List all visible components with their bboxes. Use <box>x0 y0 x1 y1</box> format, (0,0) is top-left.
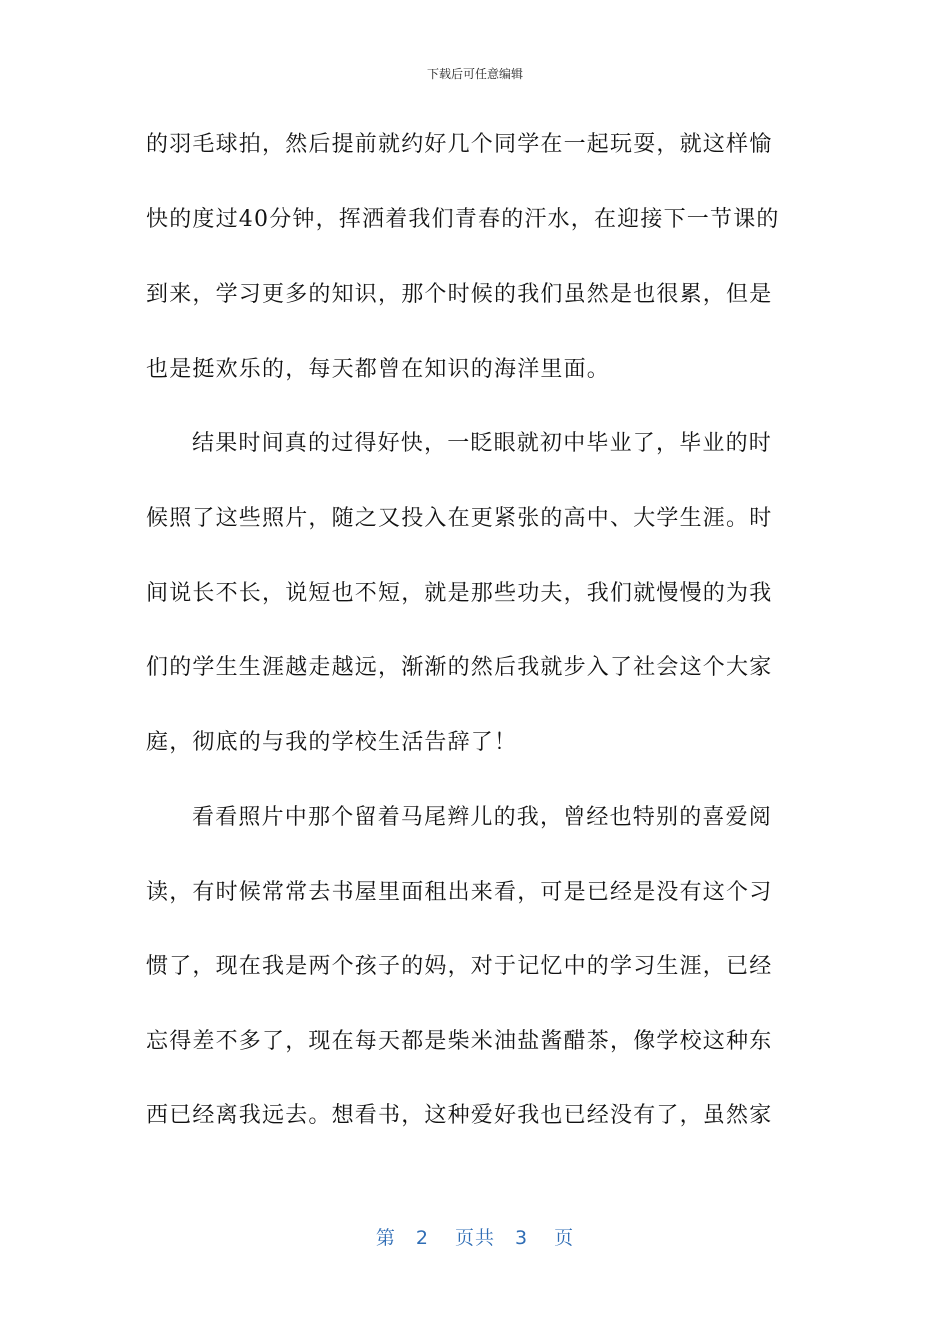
footer-suffix: 页 <box>554 1227 575 1249</box>
page-header-note: 下载后可任意编辑 <box>426 67 523 81</box>
footer-prefix: 第 <box>375 1227 396 1249</box>
paragraph-2-line-1: 结果时间真的过得好快，一眨眼就初中毕业了，毕业的时 <box>192 431 773 456</box>
paragraph-1-line-1: 的羽毛球拍，然后提前就约好几个同学在一起玩耍，就这样愉 <box>146 132 773 157</box>
paragraph-1-line-4: 也是挺欢乐的，每天都曾在知识的海洋里面。 <box>146 357 611 382</box>
paragraph-3-line-1: 看看照片中那个留着马尾辫儿的我，曾经也特别的喜爱阅 <box>192 805 773 830</box>
footer-total-pages: 3 <box>515 1227 529 1249</box>
paragraph-2-line-2: 候照了这些照片，随之又投入在更紧张的高中、大学生涯。时 <box>146 506 773 531</box>
paragraph-3-line-5: 西已经离我远去。想看书，这种爱好我也已经没有了，虽然家 <box>146 1103 773 1128</box>
paragraph-2-line-4: 们的学生生涯越走越远，渐渐的然后我就步入了社会这个大家 <box>146 655 773 680</box>
paragraph-3-line-4: 忘得差不多了，现在每天都是柴米油盐酱醋茶，像学校这种东 <box>146 1029 773 1054</box>
paragraph-2-line-5: 庭，彻底的与我的学校生活告辞了！ <box>146 730 518 755</box>
paragraph-2-line-3: 间说长不长，说短也不短，就是那些功夫，我们就慢慢的为我 <box>146 581 773 606</box>
paragraph-3-line-2: 读，有时候常常去书屋里面租出来看，可是已经是没有这个习 <box>146 880 773 905</box>
footer-current-page: 2 <box>415 1227 429 1249</box>
page-footer <box>0 1225 950 1251</box>
paragraph-1-line-2: 快的度过40分钟，挥洒着我们青春的汗水，在迎接下一节课的 <box>146 207 780 232</box>
paragraph-1-line-3: 到来，学习更多的知识，那个时候的我们虽然是也很累，但是 <box>146 282 773 307</box>
footer-middle: 页共 <box>454 1227 495 1249</box>
paragraph-3-line-3: 惯了，现在我是两个孩子的妈，对于记忆中的学习生涯，已经 <box>146 954 773 979</box>
